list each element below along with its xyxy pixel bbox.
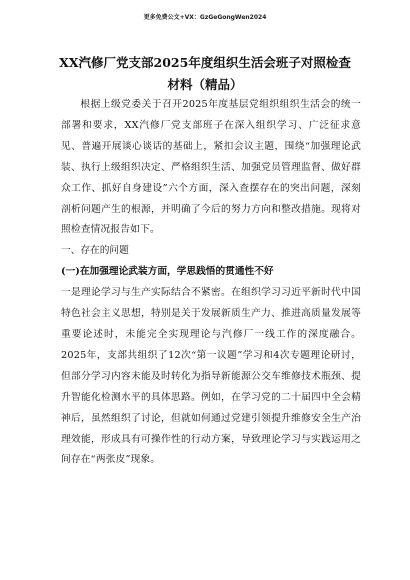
title-line-2: 材料（精品）: [167, 77, 243, 92]
site-watermark-header: 更多免费公文+VX：GzGeGongWen2024: [143, 14, 267, 21]
body-paragraph: 一是理论学习与生产实际结合不紧密。在组织学习习近平新时代中国特色社会主义思想，特别是关于发展新质生产力、推进高质量发展等重要论述时，未能完全实现理论与汽修厂一线工作的深度融合。2025年，支部共组织了12次“第一议题”学习和4次专题理论研讨，但部分学习内容未能及时转化为指导新能源公交车维修技术瓶颈、提升智能化检测水平的具体思路。例如，在学习党的二十届四中全会精神后，虽然组织了讨论，但就如何通过党建引领提升维修安全生产治理效能，形成具有可操作性的行动方案，导致理论学习与实践运用之间存在“两张皮”现象。: [61, 287, 361, 466]
document-body: [61, 95, 361, 471]
title-line-1: XX汽修厂党支部2025年度组织生活会班子对照检查: [59, 55, 351, 70]
intro-paragraph: 根据上级党委关于召开2025年度基层党组织组织生活会的统一部署和要求，XX汽修厂党支部班子在深入组织学习、广泛征求意见、普遍开展谈心谈话的基础上，紧扣会议主题，围绕“加强理论武装、执行上级组织决定、严格组织生活、加强党员管理监督、做好群众工作、抓好自身建设”六个方面，深入查摆存在的突出问题，深刻剖析问题产生的根源，并明确了今后的努力方向和整改措施。现将对照检查情况报告如下。: [61, 99, 361, 236]
section-heading: 一、存在的问题: [61, 245, 129, 257]
subsection-heading: (一)在加强理论武装方面，学思践悟的贯通性不好: [61, 266, 274, 278]
document-title: [30, 52, 380, 96]
